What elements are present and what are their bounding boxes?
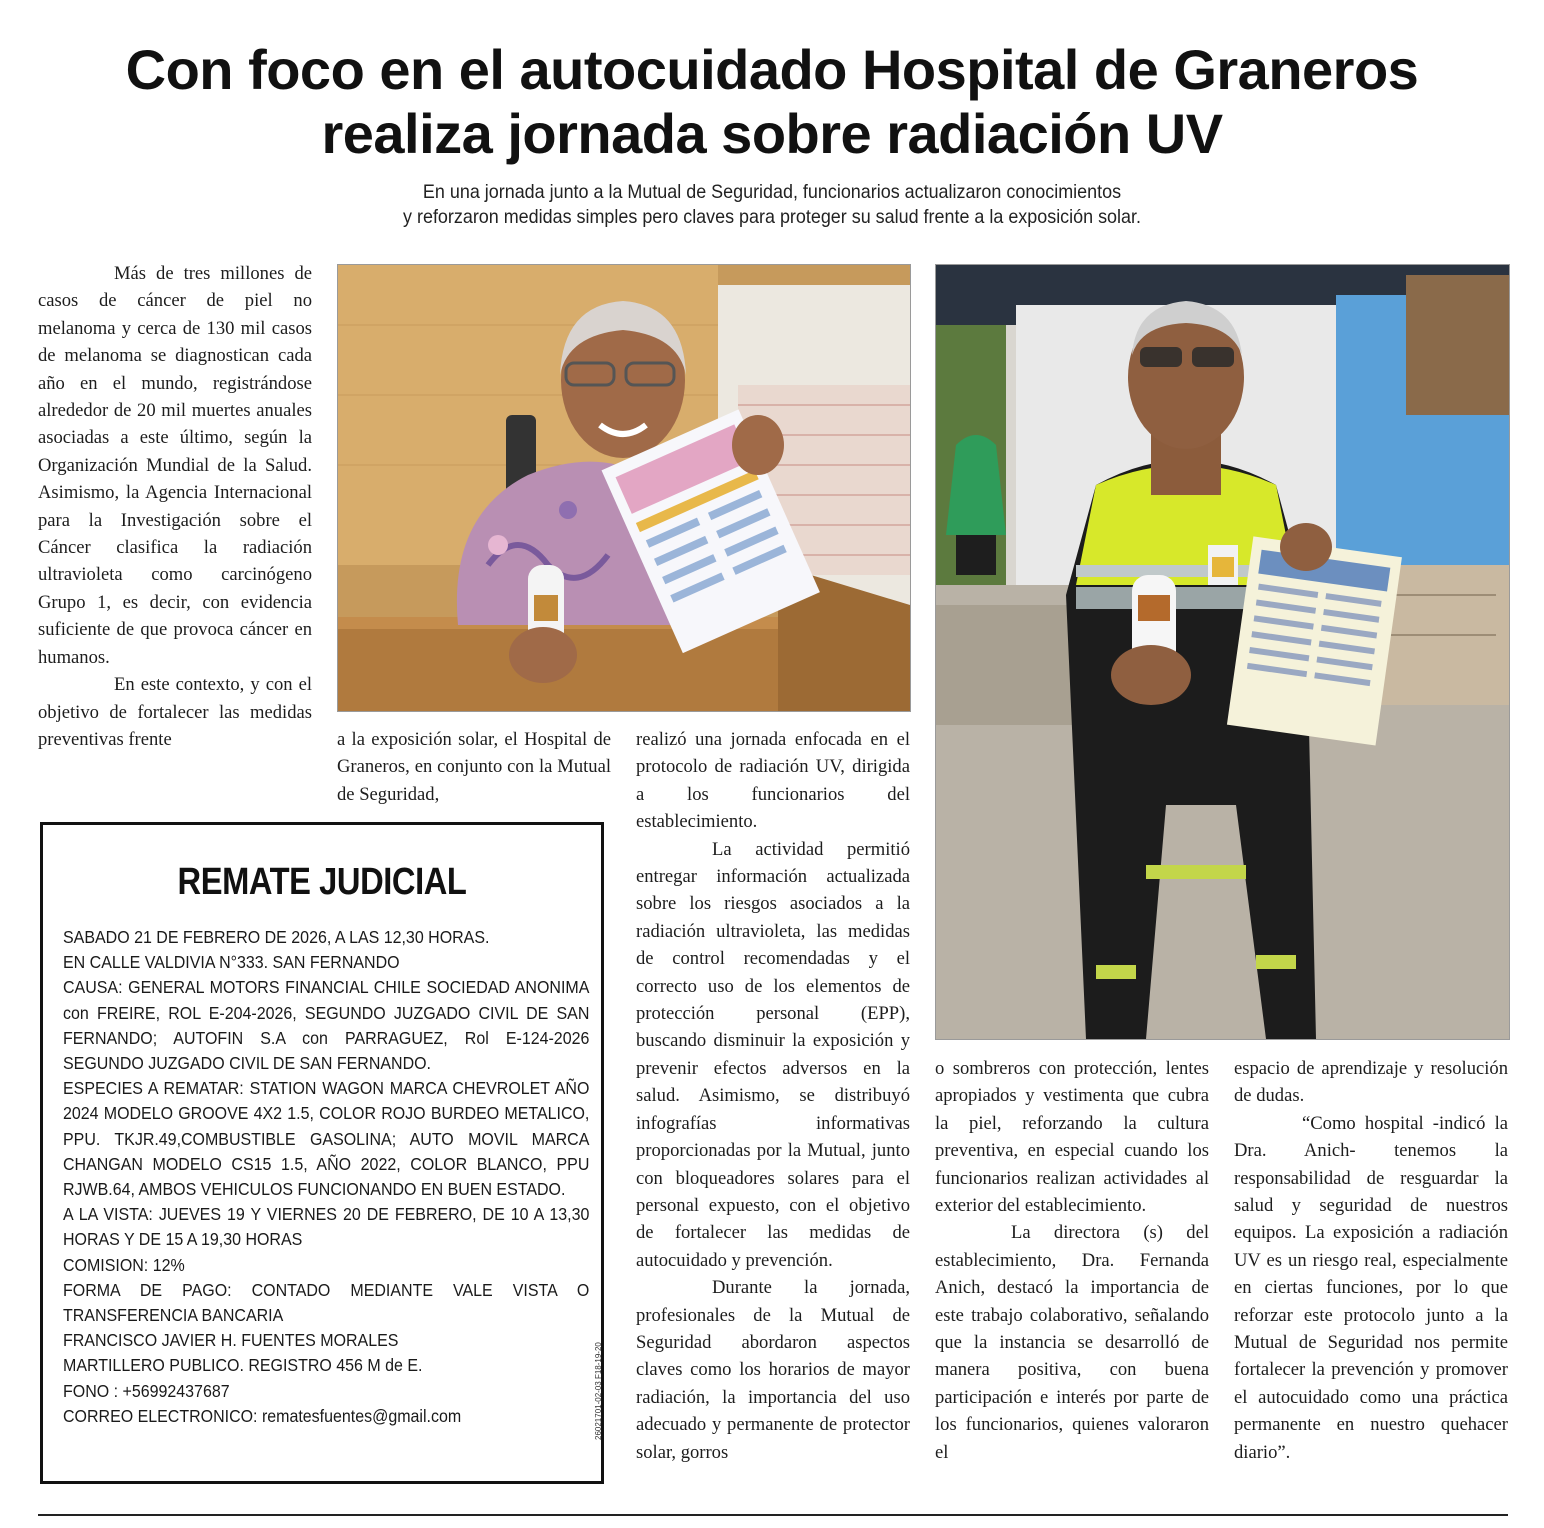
subheadline [135,180,1408,230]
remate-line: A LA VISTA: JUEVES 19 Y VIERNES 20 DE FEBRERO, DE 10 A 13,30 HORAS Y DE 15 A 19,30 HORAS [63,1204,590,1250]
article-paragraph: a la exposición solar, el Hospital de Graneros, en conjunto con la Mutual de Seguridad, [337,729,611,805]
article-paragraph: La directora (s) del establecimiento, Dra. Fernanda Anich, destacó la importancia de este trabajo colaborativo, señalando que la instancia se desarrolló de manera positiva, con buena participación e interés por parte de los funcionarios, quienes valoraron el [935,1222,1209,1463]
article-column-4 [935,1055,1209,1466]
article-column-1 [38,260,312,753]
remate-body [63,925,589,1429]
photo-illustration [338,265,910,711]
remate-email-line[interactable]: CORREO ELECTRONICO: rematesfuentes@gmail.com [63,1405,462,1426]
remate-line: COMISION: 12% [63,1254,185,1275]
remate-line: ESPECIES A REMATAR: STATION WAGON MARCA CHEVROLET AÑO 2024 MODELO GROOVE 4X2 1.5, COLOR ROJO BURDEO METALICO, PPU. TKJR.49,COMBUSTIBLE GASOLINA; AUTO MOVIL MARCA CHANGAN MODELO CS15 1.5, AÑO 2022, COLOR BLANCO, PPU RJWB.64, AMBOS VEHICULOS FUNCIONANDO EN BUEN ESTADO. [63,1078,590,1200]
remate-line: MARTILLERO PUBLICO. REGISTRO 456 M de E. [63,1355,423,1376]
article-paragraph: o sombreros con protección, lentes apropiados y vestimenta que cubra la piel, reforzando la cultura preventiva, en especial cuando los funcionarios realizan actividades al exterior del establecimiento. [935,1058,1209,1217]
remate-line: FORMA DE PAGO: CONTADO MEDIANTE VALE VISTA O TRANSFERENCIA BANCARIA [63,1279,590,1326]
remate-line: FRANCISCO JAVIER H. FUENTES MORALES [63,1330,399,1351]
article-column-2 [337,726,611,808]
article-paragraph: En este contexto, y con el objetivo de fortalecer las medidas preventivas frente [38,674,312,750]
remate-judicial-ad [40,822,604,1484]
ad-code-vertical: 26021701-02-03 F18-19-20 [594,1342,603,1440]
remate-line: FONO : +56992437687 [63,1380,230,1401]
article-quote: “Como hospital -indicó la Dra. Anich- tenemos la responsabilidad de resguardar la salud y seguridad de nuestros equipos. La exposición a radiación UV es un riesgo real, especialmente en ciertas funciones, por lo que reforzar este protocolo junto a la Mutual de Seguridad nos permite fortalecer la prevención y promover el autocuidado como una práctica permanente en nuestro quehacer diario”. [1234,1112,1508,1463]
headline-line-1: Con foco en el autocuidado Hospital de Graneros [125,38,1419,101]
remate-title: REMATE JUDICIAL [177,861,467,903]
remate-line: SABADO 21 DE FEBRERO DE 2026, A LAS 12,30 HORAS. [63,927,490,947]
headline [40,38,1504,166]
article-paragraph: realizó una jornada enfocada en el protocolo de radiación UV, dirigida a los funcionarios del establecimiento. [636,729,910,833]
remate-line: CAUSA: GENERAL MOTORS FINANCIAL CHILE SOCIEDAD ANONIMA con FREIRE, ROL E-204-2026, SEGUNDO JUZGADO CIVIL DE SAN FERNANDO; AUTOFIN S.A con PARRAGUEZ, Rol E-124-2026 SEGUNDO JUZGADO CIVIL DE SAN FERNANDO. [63,977,590,1074]
headline-line-2: realiza jornada sobre radiación UV [321,102,1223,165]
article-column-3 [636,726,910,1466]
subheadline-line-2: y reforzaron medidas simples pero claves para proteger su salud frente a la exposición solar. [403,206,1141,228]
subheadline-line-1: En una jornada junto a la Mutual de Seguridad, funcionarios actualizaron conocimientos [422,181,1122,203]
remate-line: EN CALLE VALDIVIA N°333. SAN FERNANDO [63,952,400,973]
article-paragraph: Durante la jornada, profesionales de la Mutual de Seguridad abordaron aspectos claves como los horarios de mayor radiación, la importancia del uso adecuado y permanente de protector solar, gorros [636,1277,910,1463]
bottom-rule [38,1514,1508,1516]
article-paragraph: La actividad permitió entregar información actualizada sobre los riesgos asociados a la radiación ultravioleta, las medidas de control recomendadas y el correcto uso de los elementos de protección personal (EPP), buscando disminuir la exposición y prevenir efectos adversos en la salud. Asimismo, se distribuyó infografías informativas proporcionadas por la Mutual, junto con bloqueadores solares para el personal expuesto, con el objetivo de fortalecer las medidas de autocuidado y prevención. [636,838,910,1271]
photo-man-with-flyer [935,264,1510,1040]
photo-woman-with-infographic [337,264,911,712]
article-paragraph: espacio de aprendizaje y resolución de dudas. [1234,1058,1508,1107]
article-paragraph: Más de tres millones de casos de cáncer de piel no melanoma y cerca de 130 mil casos de melanoma se diagnostican cada año en el mundo, registrándose alrededor de 20 mil muertes anuales asociadas a este último, según la Organización Mundial de la Salud. Asimismo, la Agencia Internacional para la Investigación sobre el Cáncer clasifica la radiación ultravioleta como carcinógeno Grupo 1, es decir, con evidencia suficiente de que provoca cáncer en humanos. [38,263,312,668]
photo-illustration [936,265,1509,1039]
article-column-5 [1234,1055,1508,1466]
